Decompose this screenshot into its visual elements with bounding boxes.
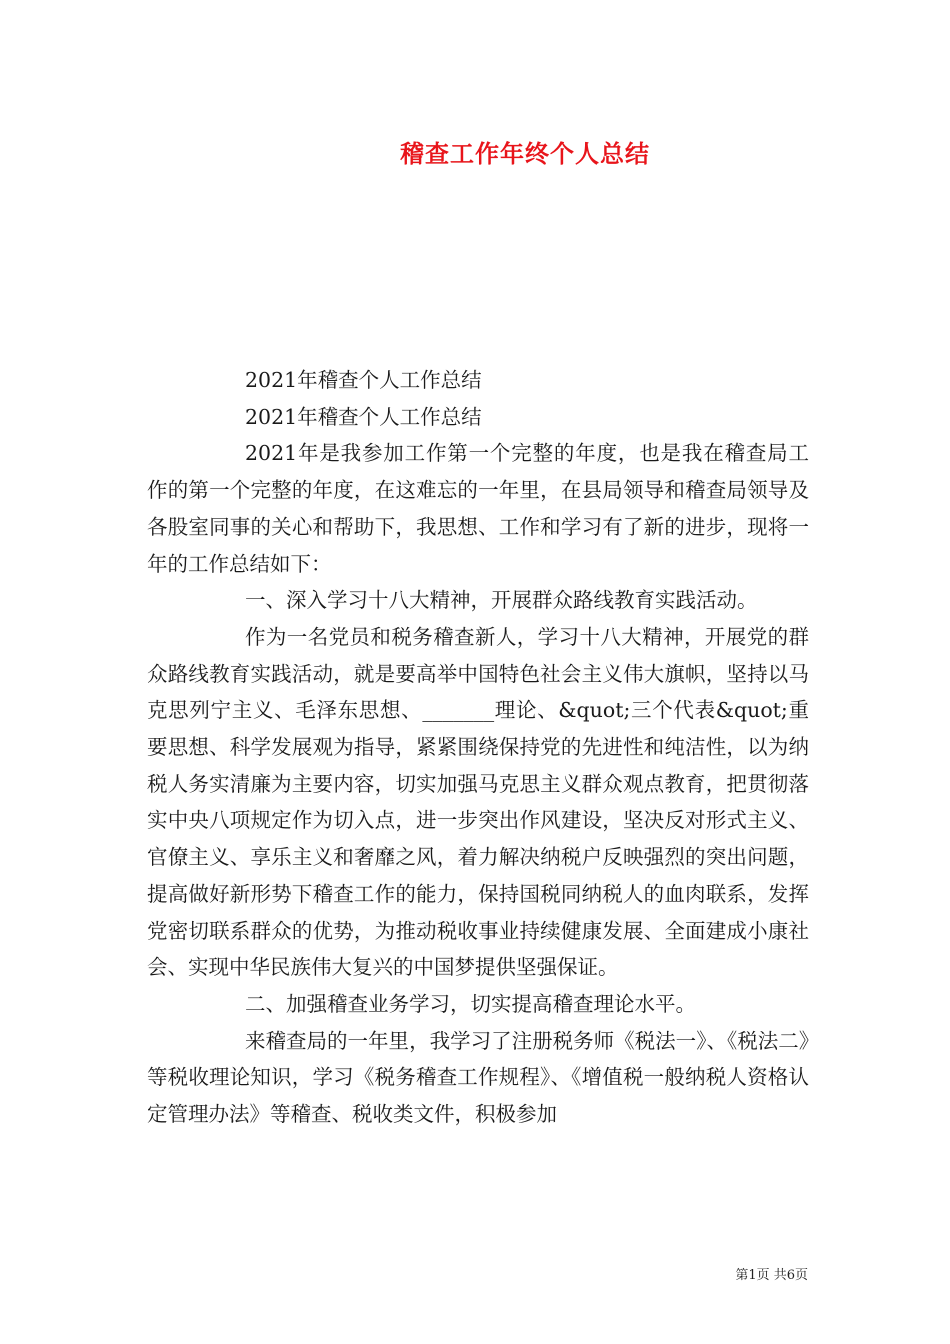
subtitle-2: 2021年稽查个人工作总结 bbox=[245, 404, 482, 429]
section-heading-2: 二、加强稽查业务学习，切实提高稽查理论水平。 bbox=[245, 991, 696, 1016]
paragraph-section-2: 来稽查局的一年里，我学习了注册税务师《税法一》、《税法二》等税收理论知识，学习《税务稽查工作规程》、《增值税一般纳税人资格认定管理办法》等稽查、税收类文件，积极参加 bbox=[147, 1028, 809, 1127]
section-heading-1: 一、深入学习十八大精神，开展群众路线教育实践活动。 bbox=[245, 588, 758, 613]
page-number: 第1页 共6页 bbox=[735, 1268, 808, 1283]
page-title: 稽查工作年终个人总结 bbox=[400, 140, 650, 168]
document-body bbox=[147, 362, 809, 1133]
paragraph-section-1: 作为一名党员和税务稽查新人，学习十八大精神，开展党的群众路线教育实践活动，就是要高举中国特色社会主义伟大旗帜，坚持以马克思列宁主义、毛泽东思想、_______理论、&quot;三个代表&quot;重要思想、科学发展观为指导，紧紧围绕保持党的先进性和纯洁性，以为纳税人务实清廉为主要内容，切实加强马克思主义群众观点教育，把贯彻落实中央八项规定作为切入点，进一步突出作风建设，坚决反对形式主义、官僚主义、享乐主义和奢靡之风，着力解决纳税户反映强烈的突出问题，提高做好新形势下稽查工作的能力，保持国税同纳税人的血肉联系，发挥党密切联系群众的优势，为推动税收事业持续健康发展、全面建成小康社会、实现中华民族伟大复兴的中国梦提供坚强保证。 bbox=[147, 624, 809, 980]
subtitle-1: 2021年稽查个人工作总结 bbox=[245, 368, 482, 392]
paragraph-intro: 2021年是我参加工作第一个完整的年度，也是我在稽查局工作的第一个完整的年度，在这难忘的一年里，在县局领导和稽查局领导及各股室同事的关心和帮助下，我思想、工作和学习有了新的进步，现将一年的工作总结如下： bbox=[147, 441, 809, 576]
